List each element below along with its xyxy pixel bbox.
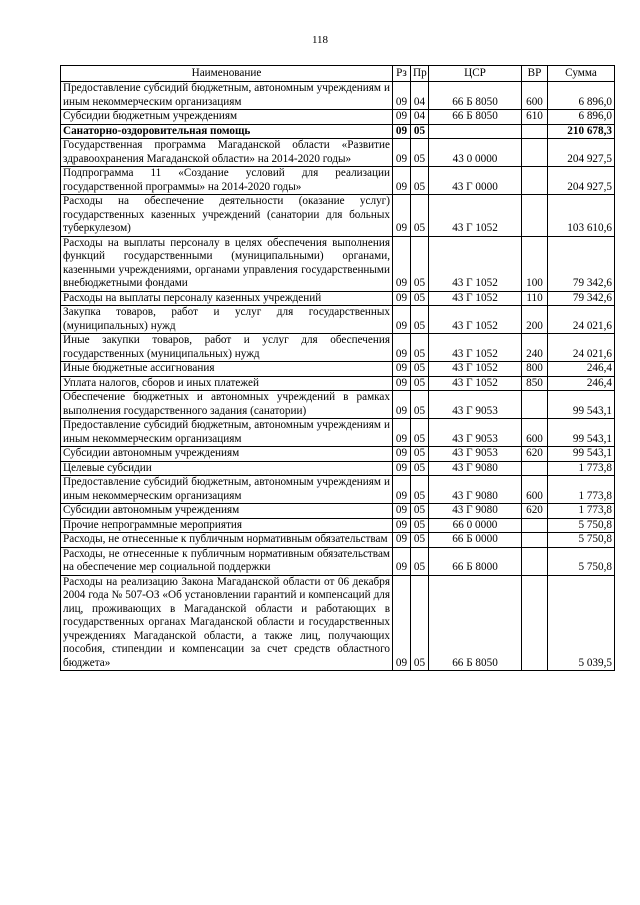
cell-pr: 05 bbox=[411, 518, 429, 533]
cell-rz: 09 bbox=[393, 575, 411, 671]
header-pr: Пр bbox=[411, 66, 429, 82]
table-row bbox=[61, 291, 615, 306]
cell-vr: 610 bbox=[522, 110, 548, 125]
cell-name: Предоставление субсидий бюджетным, автономным учреждениям и иным некоммерческим организациям bbox=[61, 476, 393, 504]
table-row bbox=[61, 533, 615, 548]
cell-rz: 09 bbox=[393, 533, 411, 548]
cell-sum: 1 773,8 bbox=[548, 476, 615, 504]
cell-pr: 05 bbox=[411, 124, 429, 139]
table-row bbox=[61, 391, 615, 419]
cell-pr: 05 bbox=[411, 195, 429, 237]
cell-vr bbox=[522, 195, 548, 237]
cell-name: Закупка товаров, работ и услуг для государственных (муниципальных) нужд bbox=[61, 306, 393, 334]
table-row bbox=[61, 236, 615, 291]
cell-name: Целевые субсидии bbox=[61, 461, 393, 476]
cell-sum: 24 021,6 bbox=[548, 334, 615, 362]
table-row bbox=[61, 376, 615, 391]
cell-sum: 5 750,8 bbox=[548, 518, 615, 533]
table-row bbox=[61, 110, 615, 125]
cell-sum: 246,4 bbox=[548, 362, 615, 377]
cell-sum: 210 678,3 bbox=[548, 124, 615, 139]
cell-rz: 09 bbox=[393, 236, 411, 291]
cell-rz: 09 bbox=[393, 362, 411, 377]
cell-csr: 43 Г 9080 bbox=[429, 504, 522, 519]
cell-name: Прочие непрограммные мероприятия bbox=[61, 518, 393, 533]
cell-sum: 246,4 bbox=[548, 376, 615, 391]
cell-csr: 66 Б 8050 bbox=[429, 110, 522, 125]
cell-name: Субсидии автономным учреждениям bbox=[61, 504, 393, 519]
cell-vr bbox=[522, 518, 548, 533]
cell-vr bbox=[522, 391, 548, 419]
cell-rz: 09 bbox=[393, 139, 411, 167]
cell-rz: 09 bbox=[393, 391, 411, 419]
table-row bbox=[61, 547, 615, 575]
cell-rz: 09 bbox=[393, 167, 411, 195]
cell-rz: 09 bbox=[393, 447, 411, 462]
header-name: Наименование bbox=[61, 66, 393, 82]
cell-name: Подпрограмма 11 «Создание условий для реализации государственной программы» на 2014-2020 годы» bbox=[61, 167, 393, 195]
table-row bbox=[61, 124, 615, 139]
cell-vr: 600 bbox=[522, 82, 548, 110]
page-number: 118 bbox=[311, 34, 329, 46]
cell-name: Расходы на обеспечение деятельности (оказание услуг) государственных казенных учреждений (санатории для больных туберкулезом) bbox=[61, 195, 393, 237]
cell-name: Санаторно-оздоровительная помощь bbox=[61, 124, 393, 139]
cell-name: Расходы, не отнесенные к публичным нормативным обязательствам на обеспечение мер социальной поддержки bbox=[61, 547, 393, 575]
table-row bbox=[61, 476, 615, 504]
cell-csr: 43 Г 9053 bbox=[429, 419, 522, 447]
cell-vr bbox=[522, 575, 548, 671]
cell-pr: 05 bbox=[411, 139, 429, 167]
cell-sum: 5 039,5 bbox=[548, 575, 615, 671]
cell-sum: 99 543,1 bbox=[548, 391, 615, 419]
cell-sum: 5 750,8 bbox=[548, 533, 615, 548]
cell-pr: 05 bbox=[411, 291, 429, 306]
cell-vr: 850 bbox=[522, 376, 548, 391]
cell-pr: 05 bbox=[411, 533, 429, 548]
cell-pr: 05 bbox=[411, 419, 429, 447]
cell-pr: 05 bbox=[411, 391, 429, 419]
cell-name: Предоставление субсидий бюджетным, автономным учреждениям и иным некоммерческим организациям bbox=[61, 419, 393, 447]
cell-sum: 6 896,0 bbox=[548, 110, 615, 125]
cell-pr: 05 bbox=[411, 461, 429, 476]
cell-csr: 66 Б 0000 bbox=[429, 533, 522, 548]
cell-rz: 09 bbox=[393, 291, 411, 306]
cell-pr: 05 bbox=[411, 376, 429, 391]
cell-rz: 09 bbox=[393, 547, 411, 575]
header-rz: Рз bbox=[393, 66, 411, 82]
table-row bbox=[61, 447, 615, 462]
budget-table bbox=[60, 65, 615, 671]
cell-vr: 110 bbox=[522, 291, 548, 306]
table-row bbox=[61, 504, 615, 519]
cell-pr: 05 bbox=[411, 476, 429, 504]
cell-name: Предоставление субсидий бюджетным, автономным учреждениям и иным некоммерческим организациям bbox=[61, 82, 393, 110]
cell-vr bbox=[522, 547, 548, 575]
table-row bbox=[61, 419, 615, 447]
cell-rz: 09 bbox=[393, 476, 411, 504]
cell-pr: 05 bbox=[411, 447, 429, 462]
cell-name: Субсидии автономным учреждениям bbox=[61, 447, 393, 462]
cell-vr bbox=[522, 124, 548, 139]
cell-csr: 43 Г 1052 bbox=[429, 236, 522, 291]
cell-name: Обеспечение бюджетных и автономных учреждений в рамках выполнения государственного задания (санатории) bbox=[61, 391, 393, 419]
cell-rz: 09 bbox=[393, 195, 411, 237]
cell-name: Расходы на выплаты персоналу казенных учреждений bbox=[61, 291, 393, 306]
cell-vr: 240 bbox=[522, 334, 548, 362]
cell-sum: 6 896,0 bbox=[548, 82, 615, 110]
cell-sum: 1 773,8 bbox=[548, 504, 615, 519]
cell-sum: 103 610,6 bbox=[548, 195, 615, 237]
table-row bbox=[61, 306, 615, 334]
cell-pr: 05 bbox=[411, 547, 429, 575]
cell-vr: 620 bbox=[522, 447, 548, 462]
cell-vr bbox=[522, 139, 548, 167]
cell-sum: 24 021,6 bbox=[548, 306, 615, 334]
cell-vr bbox=[522, 461, 548, 476]
cell-sum: 79 342,6 bbox=[548, 291, 615, 306]
cell-name: Иные закупки товаров, работ и услуг для обеспечения государственных (муниципальных) нужд bbox=[61, 334, 393, 362]
cell-name: Субсидии бюджетным учреждениям bbox=[61, 110, 393, 125]
cell-sum: 99 543,1 bbox=[548, 419, 615, 447]
cell-csr: 43 Г 1052 bbox=[429, 334, 522, 362]
table-row bbox=[61, 461, 615, 476]
cell-name: Иные бюджетные ассигнования bbox=[61, 362, 393, 377]
cell-csr: 43 Г 9080 bbox=[429, 461, 522, 476]
cell-rz: 09 bbox=[393, 504, 411, 519]
table-row bbox=[61, 362, 615, 377]
table-row bbox=[61, 82, 615, 110]
cell-vr: 600 bbox=[522, 419, 548, 447]
cell-vr: 100 bbox=[522, 236, 548, 291]
cell-rz: 09 bbox=[393, 82, 411, 110]
cell-csr bbox=[429, 124, 522, 139]
cell-rz: 09 bbox=[393, 334, 411, 362]
cell-pr: 05 bbox=[411, 575, 429, 671]
header-sum: Сумма bbox=[548, 66, 615, 82]
header-csr: ЦСР bbox=[429, 66, 522, 82]
cell-sum: 204 927,5 bbox=[548, 139, 615, 167]
cell-csr: 43 0 0000 bbox=[429, 139, 522, 167]
cell-csr: 43 Г 1052 bbox=[429, 195, 522, 237]
table-row bbox=[61, 334, 615, 362]
cell-vr: 600 bbox=[522, 476, 548, 504]
table-row bbox=[61, 195, 615, 237]
cell-pr: 05 bbox=[411, 504, 429, 519]
cell-rz: 09 bbox=[393, 110, 411, 125]
cell-vr: 200 bbox=[522, 306, 548, 334]
cell-rz: 09 bbox=[393, 518, 411, 533]
cell-csr: 66 Б 8050 bbox=[429, 82, 522, 110]
cell-name: Расходы на реализацию Закона Магаданской области от 06 декабря 2004 года № 507-ОЗ «Об установлении гарантий и компенсаций для лиц, проживающих в Магаданской области и работающих в государственных органах Магаданской области и государственных учреждениях Магаданской области, а также лиц, получающих пособия, стипендии и компенсации за счет средств областного бюджета» bbox=[61, 575, 393, 671]
cell-sum: 5 750,8 bbox=[548, 547, 615, 575]
cell-csr: 43 Г 9053 bbox=[429, 391, 522, 419]
cell-csr: 66 0 0000 bbox=[429, 518, 522, 533]
cell-rz: 09 bbox=[393, 124, 411, 139]
table-row bbox=[61, 575, 615, 671]
cell-csr: 43 Г 1052 bbox=[429, 376, 522, 391]
table-header-row bbox=[61, 66, 615, 82]
cell-csr: 43 Г 9080 bbox=[429, 476, 522, 504]
cell-sum: 99 543,1 bbox=[548, 447, 615, 462]
cell-sum: 204 927,5 bbox=[548, 167, 615, 195]
cell-rz: 09 bbox=[393, 419, 411, 447]
cell-vr bbox=[522, 167, 548, 195]
cell-rz: 09 bbox=[393, 461, 411, 476]
cell-name: Государственная программа Магаданской области «Развитие здравоохранения Магаданской области» на 2014-2020 годы» bbox=[61, 139, 393, 167]
cell-vr: 800 bbox=[522, 362, 548, 377]
cell-pr: 05 bbox=[411, 362, 429, 377]
cell-vr: 620 bbox=[522, 504, 548, 519]
cell-rz: 09 bbox=[393, 306, 411, 334]
cell-pr: 05 bbox=[411, 167, 429, 195]
cell-name: Уплата налогов, сборов и иных платежей bbox=[61, 376, 393, 391]
cell-csr: 43 Г 1052 bbox=[429, 306, 522, 334]
cell-vr bbox=[522, 533, 548, 548]
cell-csr: 43 Г 0000 bbox=[429, 167, 522, 195]
table-row bbox=[61, 167, 615, 195]
cell-pr: 05 bbox=[411, 334, 429, 362]
cell-sum: 1 773,8 bbox=[548, 461, 615, 476]
cell-name: Расходы, не отнесенные к публичным нормативным обязательствам bbox=[61, 533, 393, 548]
cell-pr: 04 bbox=[411, 110, 429, 125]
cell-sum: 79 342,6 bbox=[548, 236, 615, 291]
table-row bbox=[61, 139, 615, 167]
cell-pr: 05 bbox=[411, 306, 429, 334]
cell-pr: 04 bbox=[411, 82, 429, 110]
cell-csr: 43 Г 9053 bbox=[429, 447, 522, 462]
cell-csr: 66 Б 8050 bbox=[429, 575, 522, 671]
cell-rz: 09 bbox=[393, 376, 411, 391]
cell-csr: 43 Г 1052 bbox=[429, 362, 522, 377]
header-vr: ВР bbox=[522, 66, 548, 82]
cell-csr: 66 Б 8000 bbox=[429, 547, 522, 575]
cell-csr: 43 Г 1052 bbox=[429, 291, 522, 306]
table-row bbox=[61, 518, 615, 533]
cell-name: Расходы на выплаты персоналу в целях обеспечения выполнения функций государственными (муниципальными) органами, казенными учреждениями, органами управления государственными внебюджетными фондами bbox=[61, 236, 393, 291]
cell-pr: 05 bbox=[411, 236, 429, 291]
